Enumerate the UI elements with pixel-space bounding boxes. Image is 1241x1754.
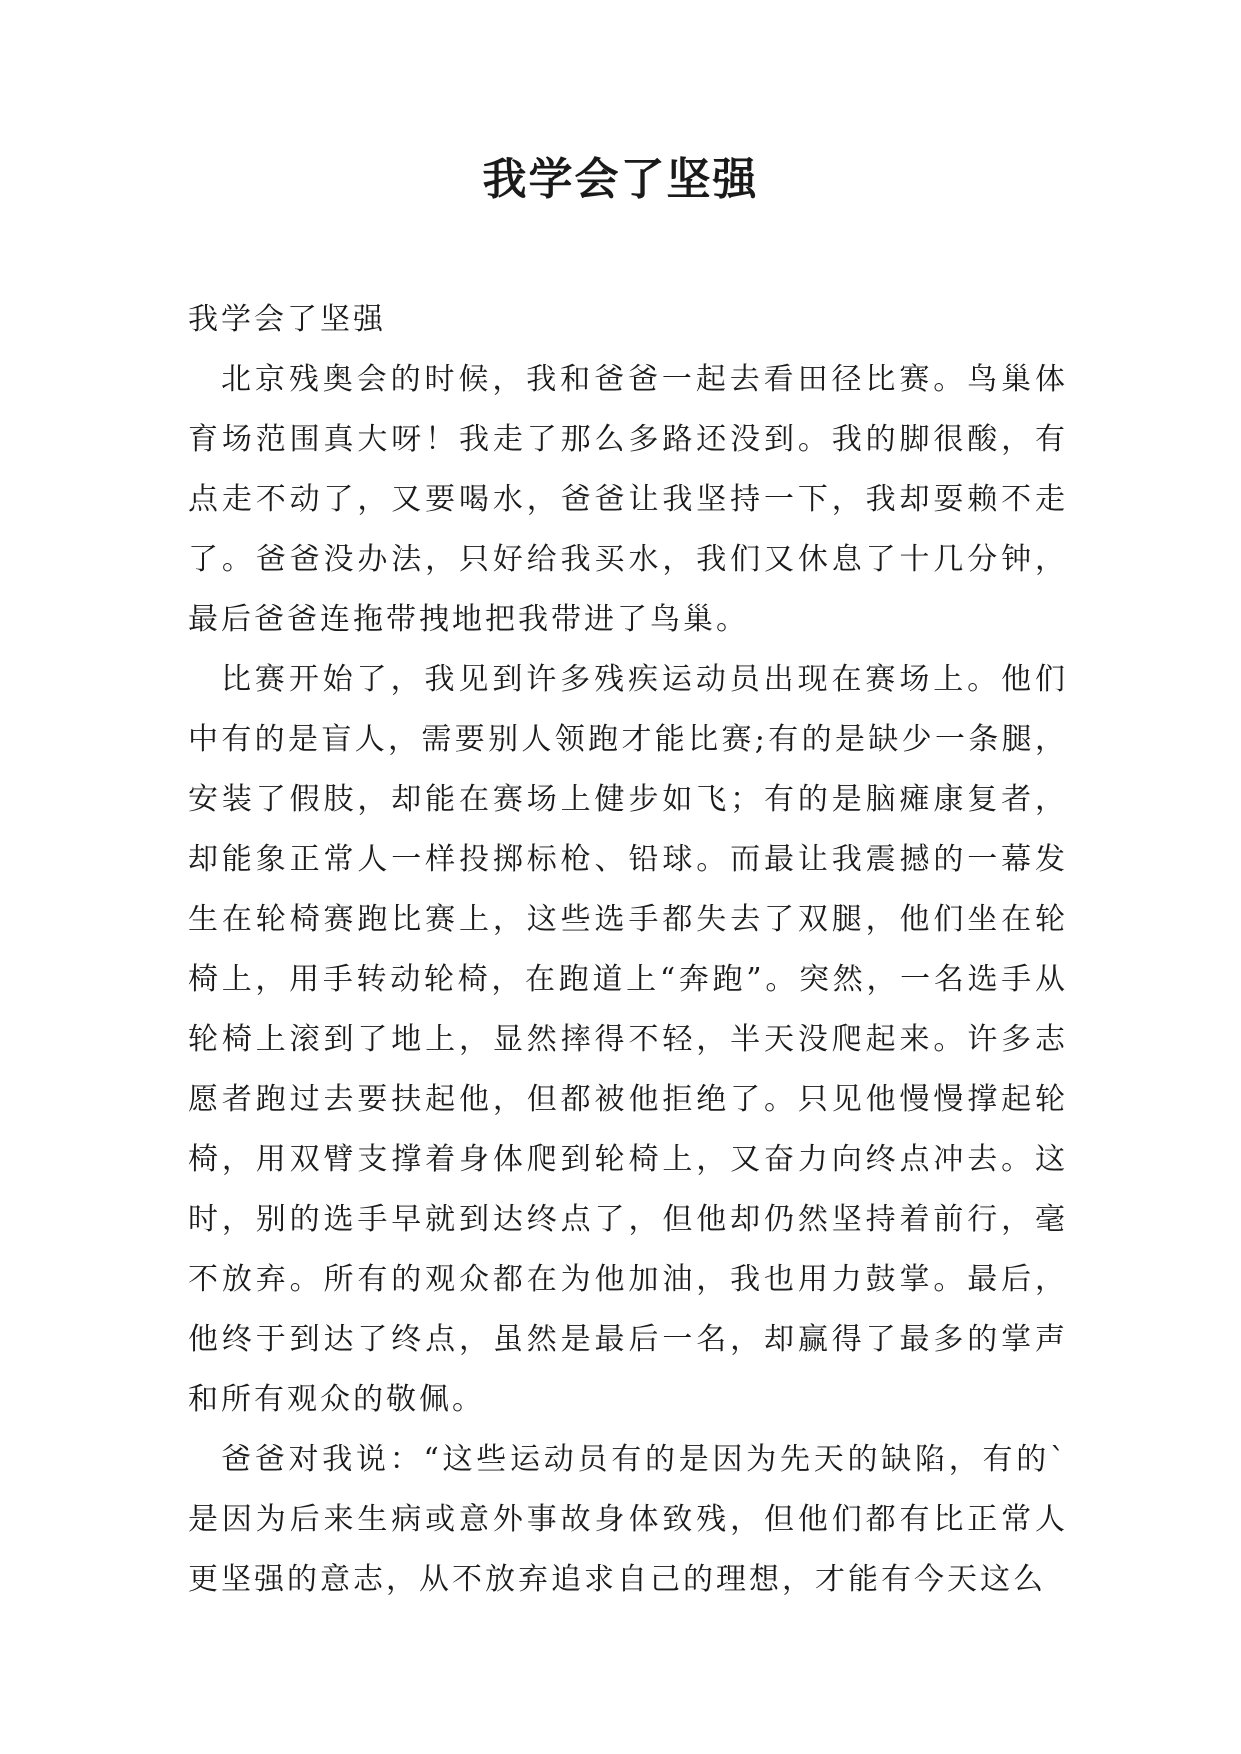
body-heading: 我学会了坚强: [188, 302, 386, 337]
document-title: 我学会了坚强: [482, 154, 759, 205]
paragraph-2: 比赛开始了，我见到许多残疾运动员出现在赛场上。他们中有的是盲人，需要别人领跑才能比赛;有的是缺少一条腿，安装了假肢，却能在赛场上健步如飞；有的是脑瘫康复者，却能象正常人一样投掷标枪、铅球。而最让我震撼的一幕发生在轮椅赛跑比赛上，这些选手都失去了双腿，他们坐在轮椅上，用手转动轮椅，在跑道上“奔跑”。突然，一名选手从轮椅上滚到了地上，显然摔得不轻，半天没爬起来。许多志愿者跑过去要扶起他，但都被他拒绝了。只见他慢慢撑起轮椅，用双臂支撑着身体爬到轮椅上，又奋力向终点冲去。这时，别的选手早就到达终点了，但他却仍然坚持着前行，毫不放弃。所有的观众都在为他加油，我也用力鼓掌。最后，他终于到达了终点，虽然是最后一名，却赢得了最多的掌声和所有观众的敬佩。: [188, 662, 1068, 1417]
paragraph-3: 爸爸对我说：“这些运动员有的是因为先天的缺陷，有的`是因为后来生病或意外事故身体致残，但他们都有比正常人更坚强的意志，从不放弃追求自己的理想，才能有今天这么: [188, 1442, 1068, 1597]
paragraph-1: 北京残奥会的时候，我和爸爸一起去看田径比赛。鸟巢体育场范围真大呀！我走了那么多路还没到。我的脚很酸，有点走不动了，又要喝水，爸爸让我坚持一下，我却耍赖不走了。爸爸没办法，只好给我买水，我们又休息了十几分钟，最后爸爸连拖带拽地把我带进了鸟巢。: [188, 362, 1068, 637]
document-body: [188, 290, 1068, 1610]
